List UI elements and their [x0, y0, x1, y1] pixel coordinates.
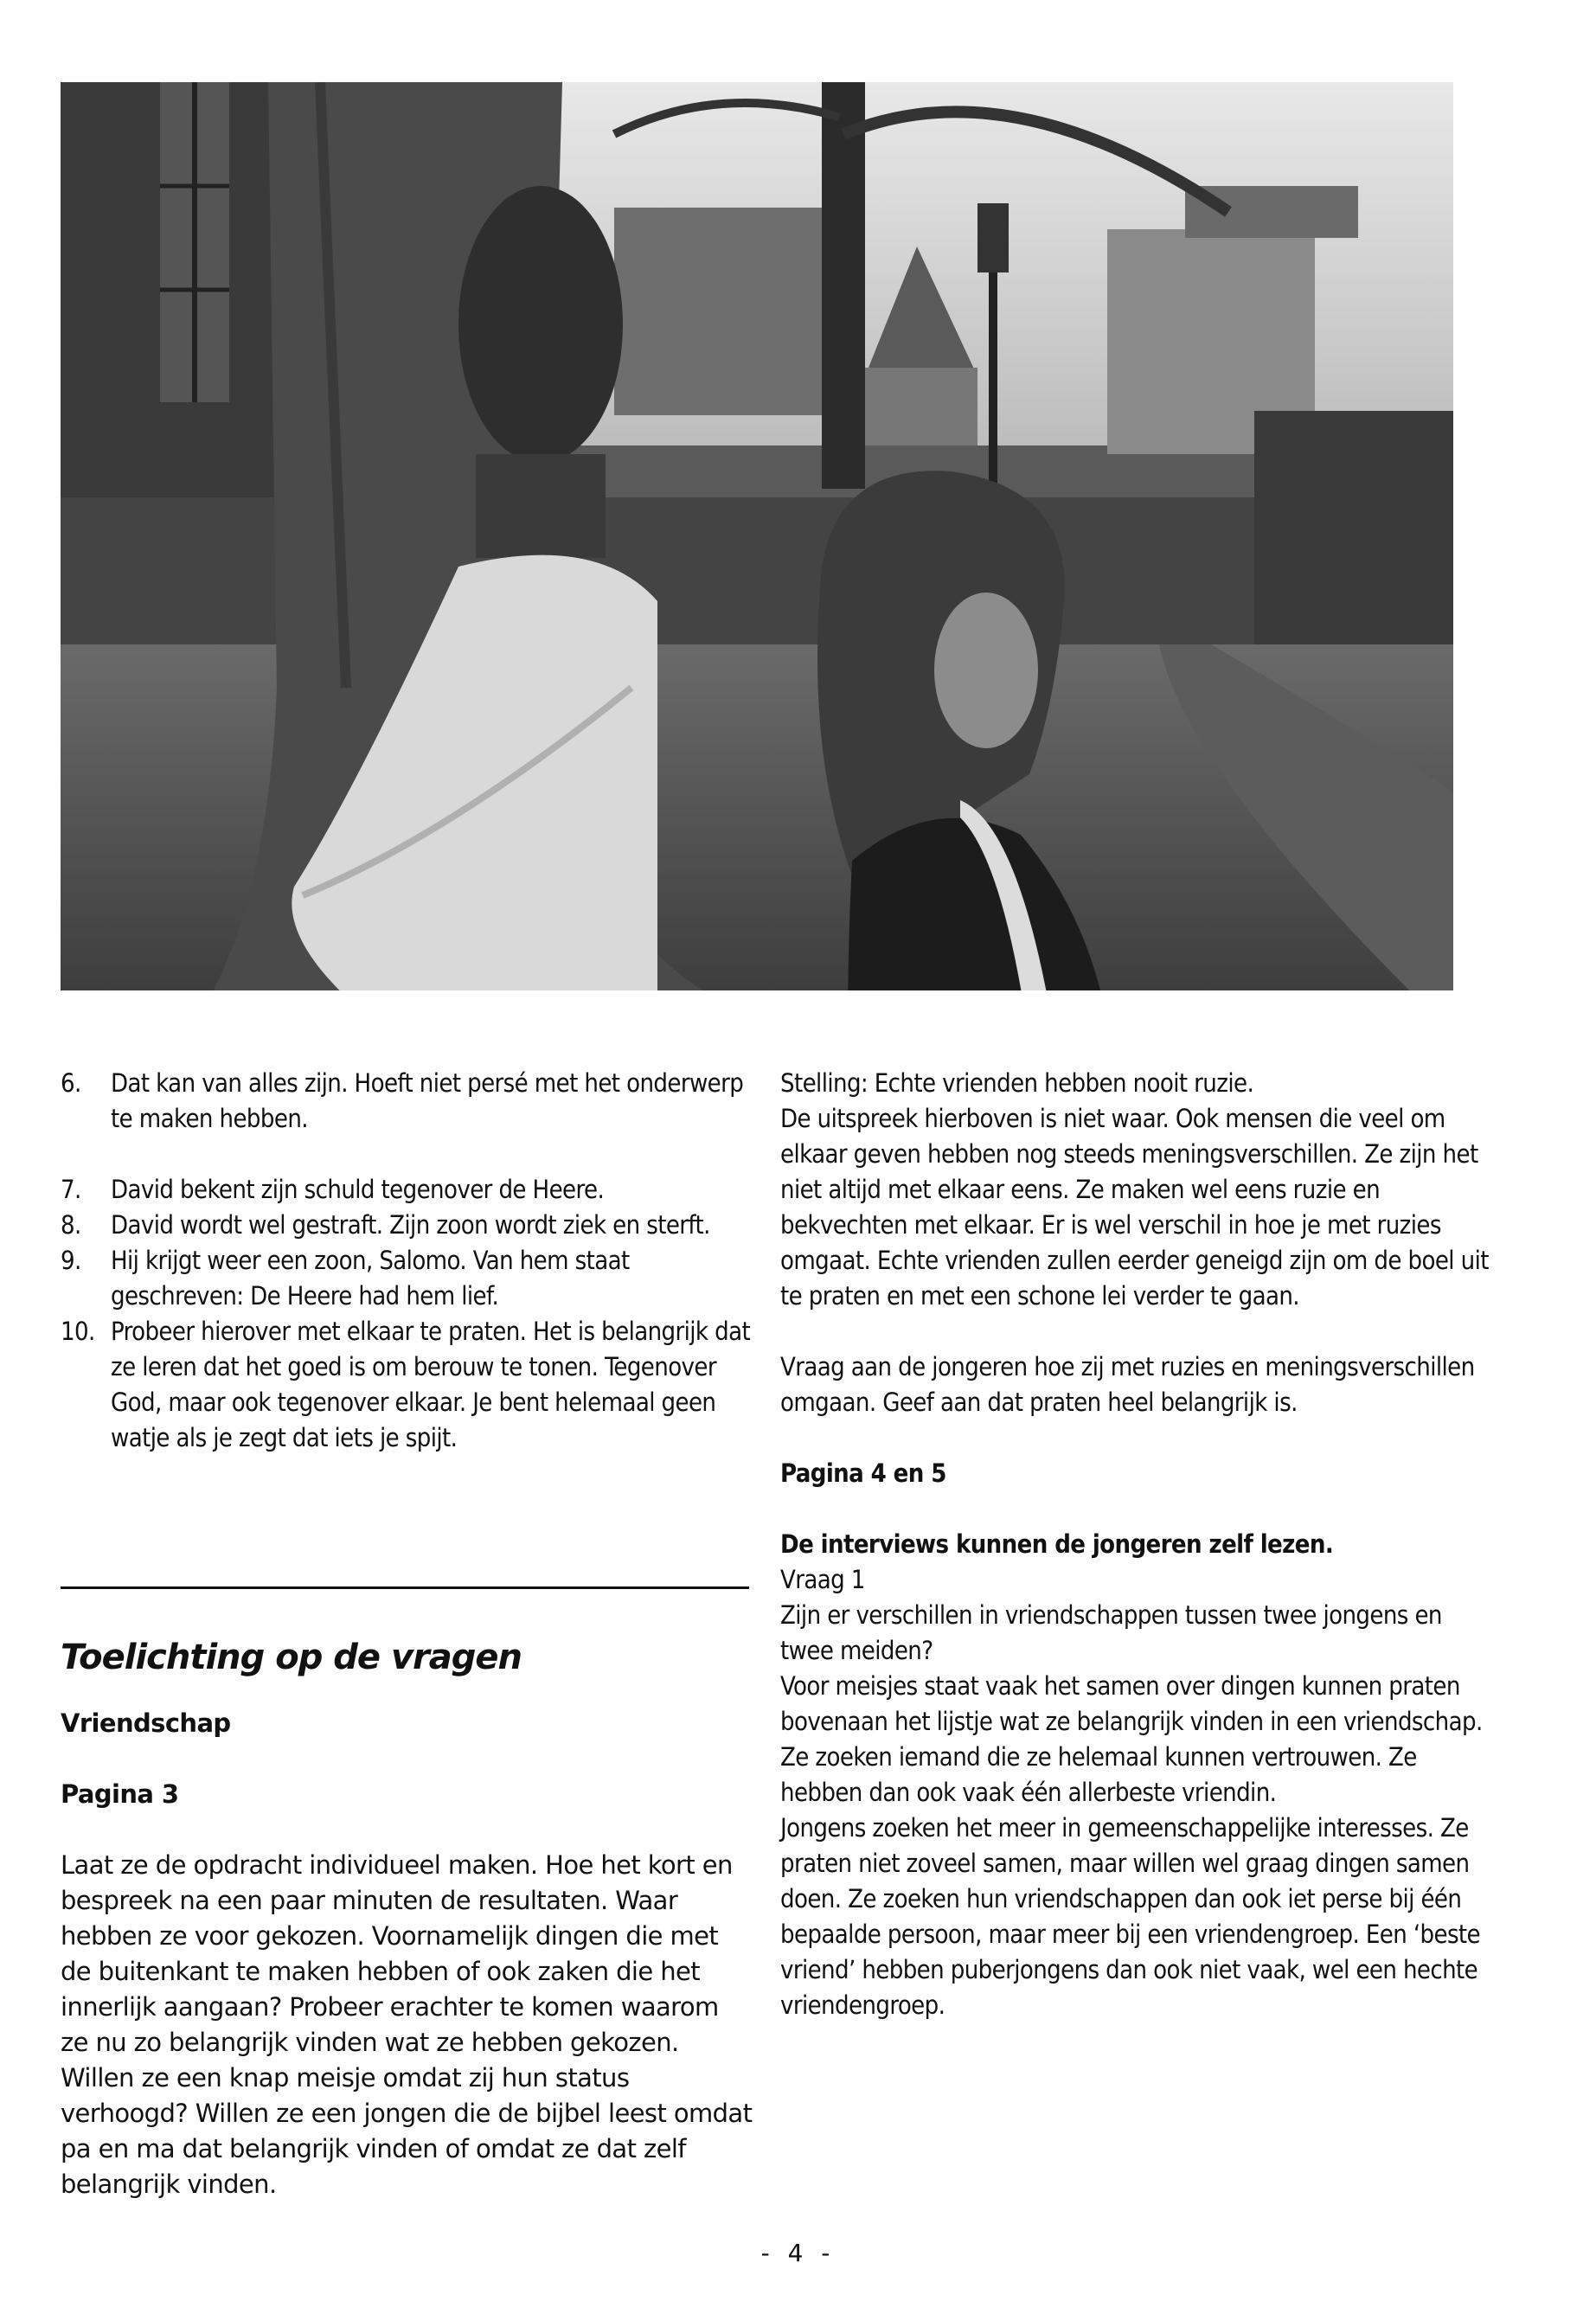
- subheading-topic: Vriendschap: [61, 1708, 231, 1738]
- answer-item: [61, 1314, 753, 1456]
- answer-item: [61, 1208, 753, 1243]
- answer-number: 10.: [61, 1317, 95, 1346]
- page-number: - 4 -: [760, 2239, 836, 2267]
- paragraph-page-3: Laat ze de opdracht individueel maken. Hoe het kort en bespreek na een paar minuten de resultaten. Waar hebben ze voor gekozen. Voornamelijk dingen die met de buitenkant te maken hebben of ook zaken die het innerlijk aangaan? Probeer erachter te komen waarom ze nu zo belangrijk vinden wat ze hebben gekozen. Willen ze een knap meisje omdat zij hun status verhoogd? Willen ze een jongen die de bijbel leest omdat pa en ma dat belangrijk vinden of omdat ze dat zelf belangrijk vinden.: [61, 1850, 753, 2199]
- left-lower-block: [61, 1706, 753, 2202]
- interviews-note: De interviews kunnen de jongeren zelf lezen.: [780, 1529, 1334, 1559]
- answer-number: 8.: [61, 1210, 81, 1240]
- answer-item: [61, 1172, 753, 1208]
- question-label: Vraag 1: [780, 1565, 865, 1594]
- boys-paragraph: Jongens zoeken het meer in gemeenschappelijke interesses. Ze praten niet zoveel samen, maar willen wel graag dingen samen doen. Ze zoeken hun vriendschappen dan ook iet perse bij één bepaalde persoon, maar meer bij een vriendengroep. Een ‘beste vriend’ hebben puberjongens dan ook niet vaak, wel een hechte vriendengroep.: [780, 1813, 1481, 2020]
- instruction-paragraph: Vraag aan de jongeren hoe zij met ruzies en meningsverschillen omgaan. Geef aan dat praten heel belangrijk is.: [780, 1352, 1475, 1417]
- answer-text: Hij krijgt weer een zoon, Salomo. Van hem staat geschreven: De Heere had hem lief.: [111, 1246, 630, 1311]
- answer-number: 6.: [61, 1068, 81, 1098]
- girls-paragraph: Voor meisjes staat vaak het samen over dingen kunnen praten bovenaan het lijstje wat ze belangrijk vinden in een vriendschap. Ze zoeken iemand die ze helemaal kunnen vertrouwen. Ze hebben dan ook vaak één allerbeste vriendin.: [780, 1671, 1483, 1807]
- subheading-page-3: Pagina 3: [61, 1779, 179, 1809]
- question-text: Zijn er verschillen in vriendschappen tussen twee jongens en twee meiden?: [780, 1600, 1442, 1665]
- statement-body: De uitspreek hierboven is niet waar. Ook mensen die veel om elkaar geven hebben nog steeds meningsverschillen. Ze zijn het niet altijd met elkaar eens. Ze maken wel eens ruzie en bekvechten met elkaar. Er is wel verschil in hoe je met ruzies omgaat. Echte vrienden zullen eerder geneigd zijn om de boel uit te praten en met een schone lei verder te gaan.: [780, 1104, 1489, 1311]
- answer-number: 9.: [61, 1246, 81, 1275]
- answer-list: [61, 1066, 753, 1456]
- answer-item: [61, 1243, 753, 1314]
- answer-text: Dat kan van alles zijn. Hoeft niet persé met het onderwerp te maken hebben.: [111, 1068, 744, 1133]
- answer-text: David wordt wel gestraft. Zijn zoon wordt ziek en sterft.: [111, 1210, 710, 1240]
- section-title: Toelichting op de vragen: [61, 1638, 522, 1677]
- answer-number: 7.: [61, 1175, 81, 1204]
- statement-heading: Stelling: Echte vrienden hebben nooit ruzie.: [780, 1068, 1254, 1098]
- answer-item: [61, 1066, 753, 1137]
- subheading-page-4-5: Pagina 4 en 5: [780, 1458, 946, 1488]
- photo-image: [61, 82, 1453, 990]
- horizontal-divider: [61, 1586, 749, 1589]
- answer-text: Probeer hierover met elkaar te praten. Het is belangrijk dat ze leren dat het goed is om berouw te tonen. Tegenover God, maar ook tegenover elkaar. Je bent helemaal geen watje als je zegt dat iets je spijt.: [111, 1317, 751, 1452]
- answer-text: David bekent zijn schuld tegenover de Heere.: [111, 1175, 605, 1204]
- photo-illustration: [61, 82, 1453, 990]
- left-column: [61, 1066, 753, 1456]
- right-column: [780, 1066, 1490, 2023]
